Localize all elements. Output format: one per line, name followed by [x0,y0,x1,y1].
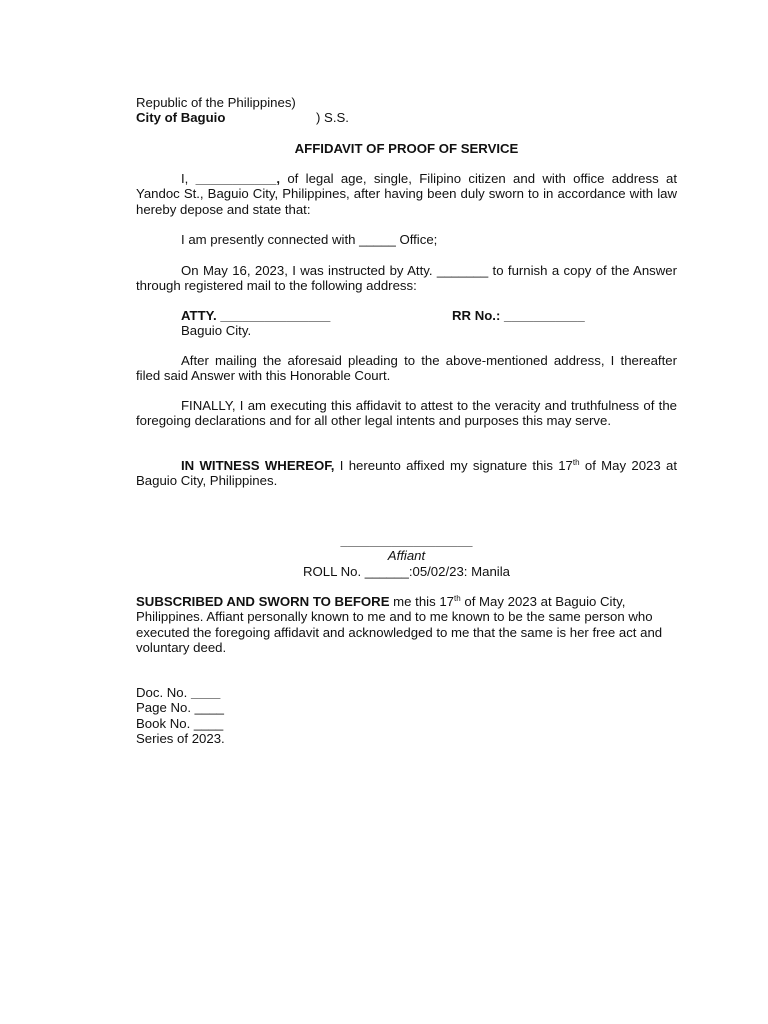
witness-heading: IN WITNESS WHEREOF, [181,458,335,473]
jurat-text-a: me this 17 [389,594,455,609]
city-name: City of Baguio [136,110,226,126]
signature-block [136,533,677,579]
witness-ordinal: th [572,458,580,467]
ss-mark: ) S.S. [316,110,349,126]
rr-number-blank: RR No.: ___________ [452,308,585,323]
doc-number-label: Doc. No. [136,685,191,700]
witness-text-a: I hereunto affixed my signature this 17 [334,458,573,473]
jurat-ordinal: th [454,594,461,603]
affiant-name-blank: ___________, [195,171,280,186]
jurat-heading: SUBSCRIBED AND SWORN TO BEFORE [136,594,390,609]
doc-number-blank: ____ [190,685,221,700]
attorney-blank: ATTY. _______________ [181,308,331,323]
paragraph-mailing: After mailing the aforesaid pleading to the above-mentioned address, I thereafter filed said Answer with this Honorable Court. [136,353,677,384]
address-city: Baguio City. [181,323,252,338]
affiant-label: Affiant [387,548,426,564]
para1-lead: I, [181,171,196,186]
page-number: Page No. ____ [136,700,224,716]
paragraph-witness [136,458,677,489]
document-title: AFFIDAVIT OF PROOF OF SERVICE [294,141,519,156]
roll-number: ROLL No. ______:05/02/23: Manila [303,563,510,579]
notarial-register [136,685,677,747]
paragraph-identity [136,171,677,217]
paragraph-instruction: On May 16, 2023, I was instructed by Atty. _______ to furnish a copy of the Answer through registered mail to the following address: [136,263,677,294]
recipient-address [136,308,677,342]
paragraph-connection: I am presently connected with _____ Office; [181,232,438,247]
signature-line: __________________ [340,533,473,548]
paragraph-finally: FINALLY, I am executing this affidavit to attest to the veracity and truthfulness of the foregoing declarations and for all other legal intents and purposes this may serve. [136,398,677,429]
jurat-paragraph [136,594,672,656]
witness-text-b: of May 2023 at Baguio City, Philippines. [136,458,678,489]
series-year: Series of 2023. [136,731,225,747]
para1-body: of legal age, single, Filipino citizen and with office address at Yandoc St., Baguio City, Philippines, after having been duly sworn to in accordance with law hereby depose and state that: [136,171,677,217]
republic-line: Republic of the Philippines) [136,95,296,110]
book-number: Book No. ____ [136,715,224,731]
venue-header [136,95,677,126]
jurat-text-b: of May 2023 at Baguio City, Philippines. Affiant personally known to me and to me known to be the same person who executed the foregoing affidavit and acknowledged to me that the same is her free act and voluntary deed. [136,594,663,656]
